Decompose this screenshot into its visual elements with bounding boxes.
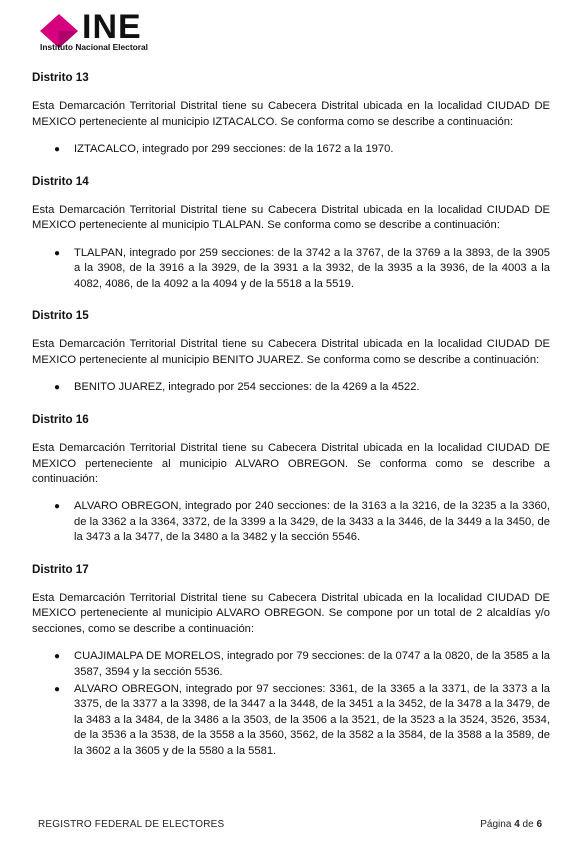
district-description: Esta Demarcación Territorial Distrital tiene su Cabecera Distrital ubicada en la localidad CIUDAD DE MEXICO perteneciente al municipio ALVARO OBREGON. Se compone por un total de 2 alcaldías y/o secciones, como se describe a continuación: bbox=[32, 591, 550, 635]
bullet-icon: ● bbox=[54, 382, 61, 394]
logo-subtitle: Instituto Nacional Electoral bbox=[40, 42, 148, 52]
list-item-text: TLALPAN, integrado por 259 secciones: de la 3742 a la 3767, de la 3769 a la 3893, de la 3905 a la 3908, de la 3916 a la 3929, de la 3931 a la 3932, de la 3935 a la 3936, de la 4003 a la 4082, 4086, de la 4092 a la 4094 y de la 5518 a la 5519. bbox=[74, 246, 550, 290]
district-description: Esta Demarcación Territorial Distrital tiene su Cabecera Distrital ubicada en la localidad CIUDAD DE MEXICO perteneciente al municipio ALVARO OBREGON. Se conforma como se describe a continuación: bbox=[32, 442, 550, 485]
district-title: Distrito 16 bbox=[32, 412, 89, 426]
district-block bbox=[32, 562, 550, 759]
page-label: Página bbox=[480, 819, 512, 830]
section-list bbox=[32, 142, 550, 157]
list-item bbox=[32, 246, 550, 292]
district-block bbox=[32, 308, 550, 396]
section-list bbox=[32, 649, 550, 759]
list-item bbox=[32, 380, 550, 395]
page-number bbox=[480, 819, 542, 830]
bullet-icon: ● bbox=[54, 501, 61, 513]
list-item bbox=[32, 499, 550, 545]
page-total: 6 bbox=[536, 819, 542, 830]
bullet-icon: ● bbox=[54, 651, 61, 663]
list-item-text: CUAJIMALPA DE MORELOS, integrado por 79 secciones: de la 0747 a la 0820, de la 3585 a la 3587, 3594 y la sección 5536. bbox=[74, 650, 550, 678]
page-of: de bbox=[522, 819, 534, 830]
district-description: Esta Demarcación Territorial Distrital tiene su Cabecera Distrital ubicada en la localidad CIUDAD DE MEXICO perteneciente al municipio BENITO JUAREZ. Se conforma como se describe a continuación: bbox=[32, 338, 550, 366]
district-title: Distrito 14 bbox=[32, 174, 89, 188]
list-item bbox=[32, 142, 550, 157]
district-title: Distrito 13 bbox=[32, 71, 89, 84]
document-body bbox=[32, 70, 550, 775]
bullet-icon: ● bbox=[54, 144, 61, 156]
section-list bbox=[32, 246, 550, 292]
district-description: Esta Demarcación Territorial Distrital tiene su Cabecera Distrital ubicada en la localidad CIUDAD DE MEXICO perteneciente al municipio TLALPAN. Se conforma como se describe a continuación: bbox=[32, 204, 550, 232]
bullet-icon: ● bbox=[54, 683, 61, 695]
district-block bbox=[32, 174, 550, 292]
footer-organization: REGISTRO FEDERAL DE ELECTORES bbox=[38, 819, 225, 830]
list-item bbox=[32, 682, 550, 759]
district-title: Distrito 15 bbox=[32, 309, 89, 323]
page-current: 4 bbox=[514, 819, 520, 830]
list-item bbox=[32, 649, 550, 680]
logo-text: INE bbox=[82, 8, 142, 46]
list-item-text: IZTACALCO, integrado por 299 secciones: de la 1672 a la 1970. bbox=[74, 143, 394, 156]
list-item-text: BENITO JUAREZ, integrado por 254 secciones: de la 4269 a la 4522. bbox=[74, 381, 420, 394]
page-header bbox=[38, 10, 198, 54]
section-list bbox=[32, 499, 550, 545]
bullet-icon: ● bbox=[54, 247, 61, 259]
list-item-text: ALVARO OBREGON, integrado por 240 secciones: de la 3163 a la 3216, de la 3235 a la 3360, de la 3362 a la 3364, 3372, de la 3399 a la 3429, de la 3433 a la 3446, de la 3449 a la 3450, de la 3473 a la 3477, de la 3480 a la 3482 y la sección 5546. bbox=[74, 500, 550, 544]
section-list bbox=[32, 380, 550, 395]
district-block bbox=[32, 70, 550, 158]
district-block bbox=[32, 412, 550, 546]
district-description: Esta Demarcación Territorial Distrital tiene su Cabecera Distrital ubicada en la localidad CIUDAD DE MEXICO perteneciente al municipio IZTACALCO. Se conforma como se describe a continuación: bbox=[32, 100, 550, 128]
district-title: Distrito 17 bbox=[32, 562, 89, 576]
list-item-text: ALVARO OBREGON, integrado por 97 secciones: 3361, de la 3365 a la 3371, de la 3373 a la 3375, de la 3377 a la 3398, de la 3447 a la 3448, de la 3451 a la 3452, de la 3478 a la 3479, de la 3483 a la 3484, de la 3486 a la 3503, de la 3506 a la 3521, de la 3523 a la 3524, 3526, 3534, de la 3536 a la 3538, de la 3558 a la 3560, 3562, de la 3582 a la 3584, de la 3588 a la 3589, de la 3602 a la 3605 y de la 5580 a la 5581. bbox=[74, 682, 550, 757]
